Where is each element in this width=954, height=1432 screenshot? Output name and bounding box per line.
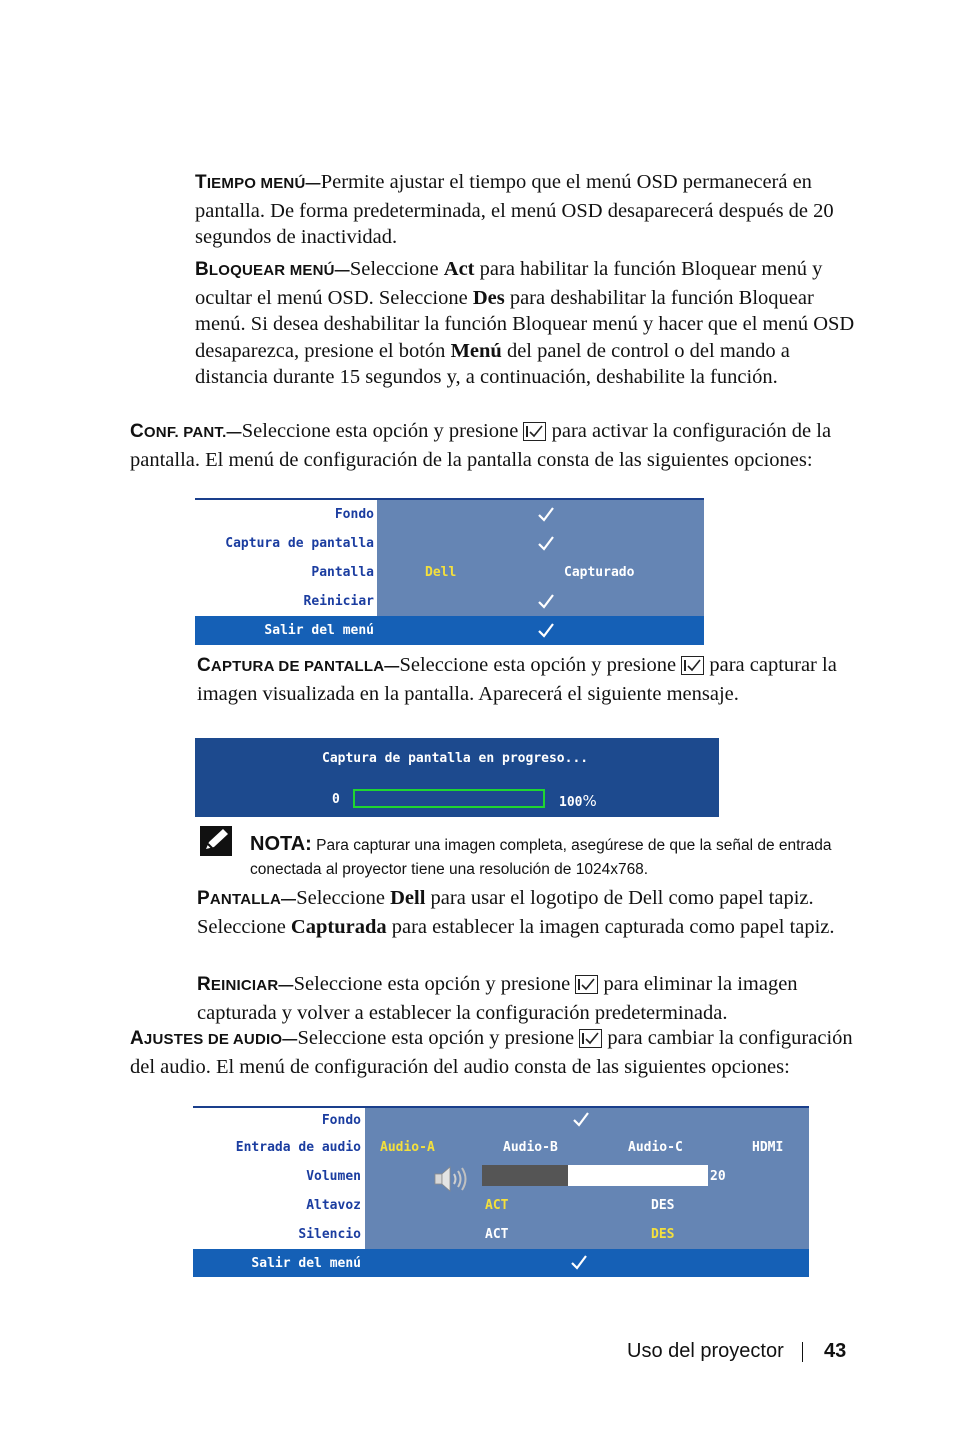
conf-pant-paragraph: CONF. PANT.—Seleccione esta opción y presione para activar la configuración de la pantalla. El menú de configuración de la pantalla consta de las siguientes opciones: <box>130 420 832 471</box>
option-altavoz-des[interactable]: DES <box>651 1198 675 1213</box>
page-number: 43 <box>824 1340 847 1362</box>
progress-title: Captura de pantalla en progreso... <box>322 751 589 766</box>
audio-paragraph: AJUSTES DE AUDIO—Seleccione esta opción y presione para cambiar la configuración del audio. El menú de configuración del audio consta de las siguientes opciones: <box>130 1027 853 1078</box>
menu-row-salir[interactable] <box>193 1249 809 1277</box>
note-text: Para capturar una imagen completa, asegúrese de que la señal de entrada conectada al proyector tiene una resolución de 1024x768. <box>250 837 832 878</box>
menu-label: Salir del menú <box>251 1256 361 1271</box>
volume-slider-fill <box>482 1165 568 1186</box>
check-icon <box>570 1254 588 1270</box>
note-label: NOTA: <box>250 833 312 855</box>
menu-label: Entrada de audio <box>235 1140 361 1155</box>
menu-row-salir[interactable] <box>195 616 704 645</box>
captura-heading: CAPTURA DE PANTALLA— <box>197 655 400 676</box>
captura-paragraph: CAPTURA DE PANTALLA—Seleccione esta opción y presione para capturar la imagen visualizada en la pantalla. Aparecerá el siguiente mensaje. <box>197 654 837 705</box>
reiniciar-paragraph: REINICIAR—Seleccione esta opción y presione para eliminar la imagen capturada y volver a establecer la configuración predeterminada. <box>197 973 798 1024</box>
menu-label: Salir del menú <box>264 623 374 638</box>
speaker-icon <box>433 1164 471 1194</box>
menu-row-volumen[interactable] <box>193 1162 809 1191</box>
volume-value: 20 <box>710 1169 726 1184</box>
enter-button-icon <box>575 975 598 994</box>
progress-min: 0 <box>332 792 340 807</box>
enter-button-icon <box>681 656 704 675</box>
option-dell[interactable]: Dell <box>425 565 457 580</box>
tiempo-menu-heading: TIEMPO MENÚ— <box>195 172 321 193</box>
menu-label: Altavoz <box>306 1198 361 1213</box>
option-capturado[interactable]: Capturado <box>564 565 635 580</box>
option-silencio-act[interactable]: ACT <box>485 1227 509 1242</box>
pantalla-paragraph: PANTALLA—Seleccione Dell para usar el logotipo de Dell como papel tapiz. Seleccione Capturada para establecer la imagen capturada como papel tapiz. <box>197 887 835 938</box>
menu-row-captura[interactable] <box>195 529 704 558</box>
screen-settings-menu <box>195 498 704 645</box>
menu-row-fondo[interactable] <box>195 500 704 529</box>
menu-label: Reiniciar <box>303 594 374 609</box>
enter-button-icon <box>579 1029 602 1048</box>
menu-label: Volumen <box>306 1169 361 1184</box>
footer-divider <box>802 1342 803 1362</box>
menu-row-pantalla[interactable] <box>195 558 704 587</box>
option-altavoz-act[interactable]: ACT <box>485 1198 509 1213</box>
menu-row-silencio[interactable] <box>193 1220 809 1249</box>
option-audio-a[interactable]: Audio-A <box>380 1140 435 1155</box>
note-pencil-icon <box>199 825 233 857</box>
menu-row-entrada-audio[interactable] <box>193 1133 809 1162</box>
enter-button-icon <box>523 422 546 441</box>
option-silencio-des[interactable]: DES <box>651 1227 675 1242</box>
menu-row-altavoz[interactable] <box>193 1191 809 1220</box>
pantalla-heading: PANTALLA— <box>197 888 297 909</box>
check-icon <box>537 506 555 522</box>
check-icon <box>537 593 555 609</box>
option-audio-c[interactable]: Audio-C <box>628 1140 683 1155</box>
conf-pant-heading: CONF. PANT.— <box>130 421 242 442</box>
menu-label: Captura de pantalla <box>225 536 374 551</box>
progress-max: 100% <box>559 792 597 810</box>
check-icon <box>537 622 555 638</box>
audio-settings-menu <box>193 1106 809 1277</box>
option-hdmi[interactable]: HDMI <box>752 1140 784 1155</box>
volume-slider[interactable] <box>482 1165 708 1186</box>
menu-label: Fondo <box>321 1113 361 1128</box>
menu-row-reiniciar[interactable] <box>195 587 704 616</box>
note-block <box>250 832 850 882</box>
check-icon <box>537 535 555 551</box>
menu-label: Pantalla <box>311 565 374 580</box>
reiniciar-heading: REINICIAR— <box>197 974 294 995</box>
menu-row-fondo[interactable] <box>193 1106 809 1135</box>
check-icon <box>572 1111 590 1127</box>
menu-label: Silencio <box>298 1227 361 1242</box>
bloquear-menu-paragraph: BLOQUEAR MENÚ—Seleccione Act para habilitar la función Bloquear menú y ocultar el menú OSD. Seleccione Des para deshabilitar la función Bloquear menú. Si desea deshabilitar la función Bloquear menú y hacer que el menú OSD desaparezca, presione el botón Menú del panel de control o del mando a distancia durante 15 segundos y, a continuación, deshabilite la función. <box>195 258 855 389</box>
menu-label: Fondo <box>334 507 374 522</box>
option-audio-b[interactable]: Audio-B <box>503 1140 558 1155</box>
progress-bar <box>353 789 545 808</box>
capture-progress-dialog <box>195 738 719 817</box>
tiempo-menu-paragraph: TIEMPO MENÚ—Permite ajustar el tiempo que el menú OSD permanecerá en pantalla. De forma predeterminada, el menú OSD desaparecerá después de 20 segundos de inactividad. <box>195 171 834 249</box>
bloquear-menu-heading: BLOQUEAR MENÚ— <box>195 259 350 280</box>
audio-heading: AJUSTES DE AUDIO— <box>130 1028 298 1049</box>
footer-section: Uso del proyector <box>627 1340 784 1362</box>
